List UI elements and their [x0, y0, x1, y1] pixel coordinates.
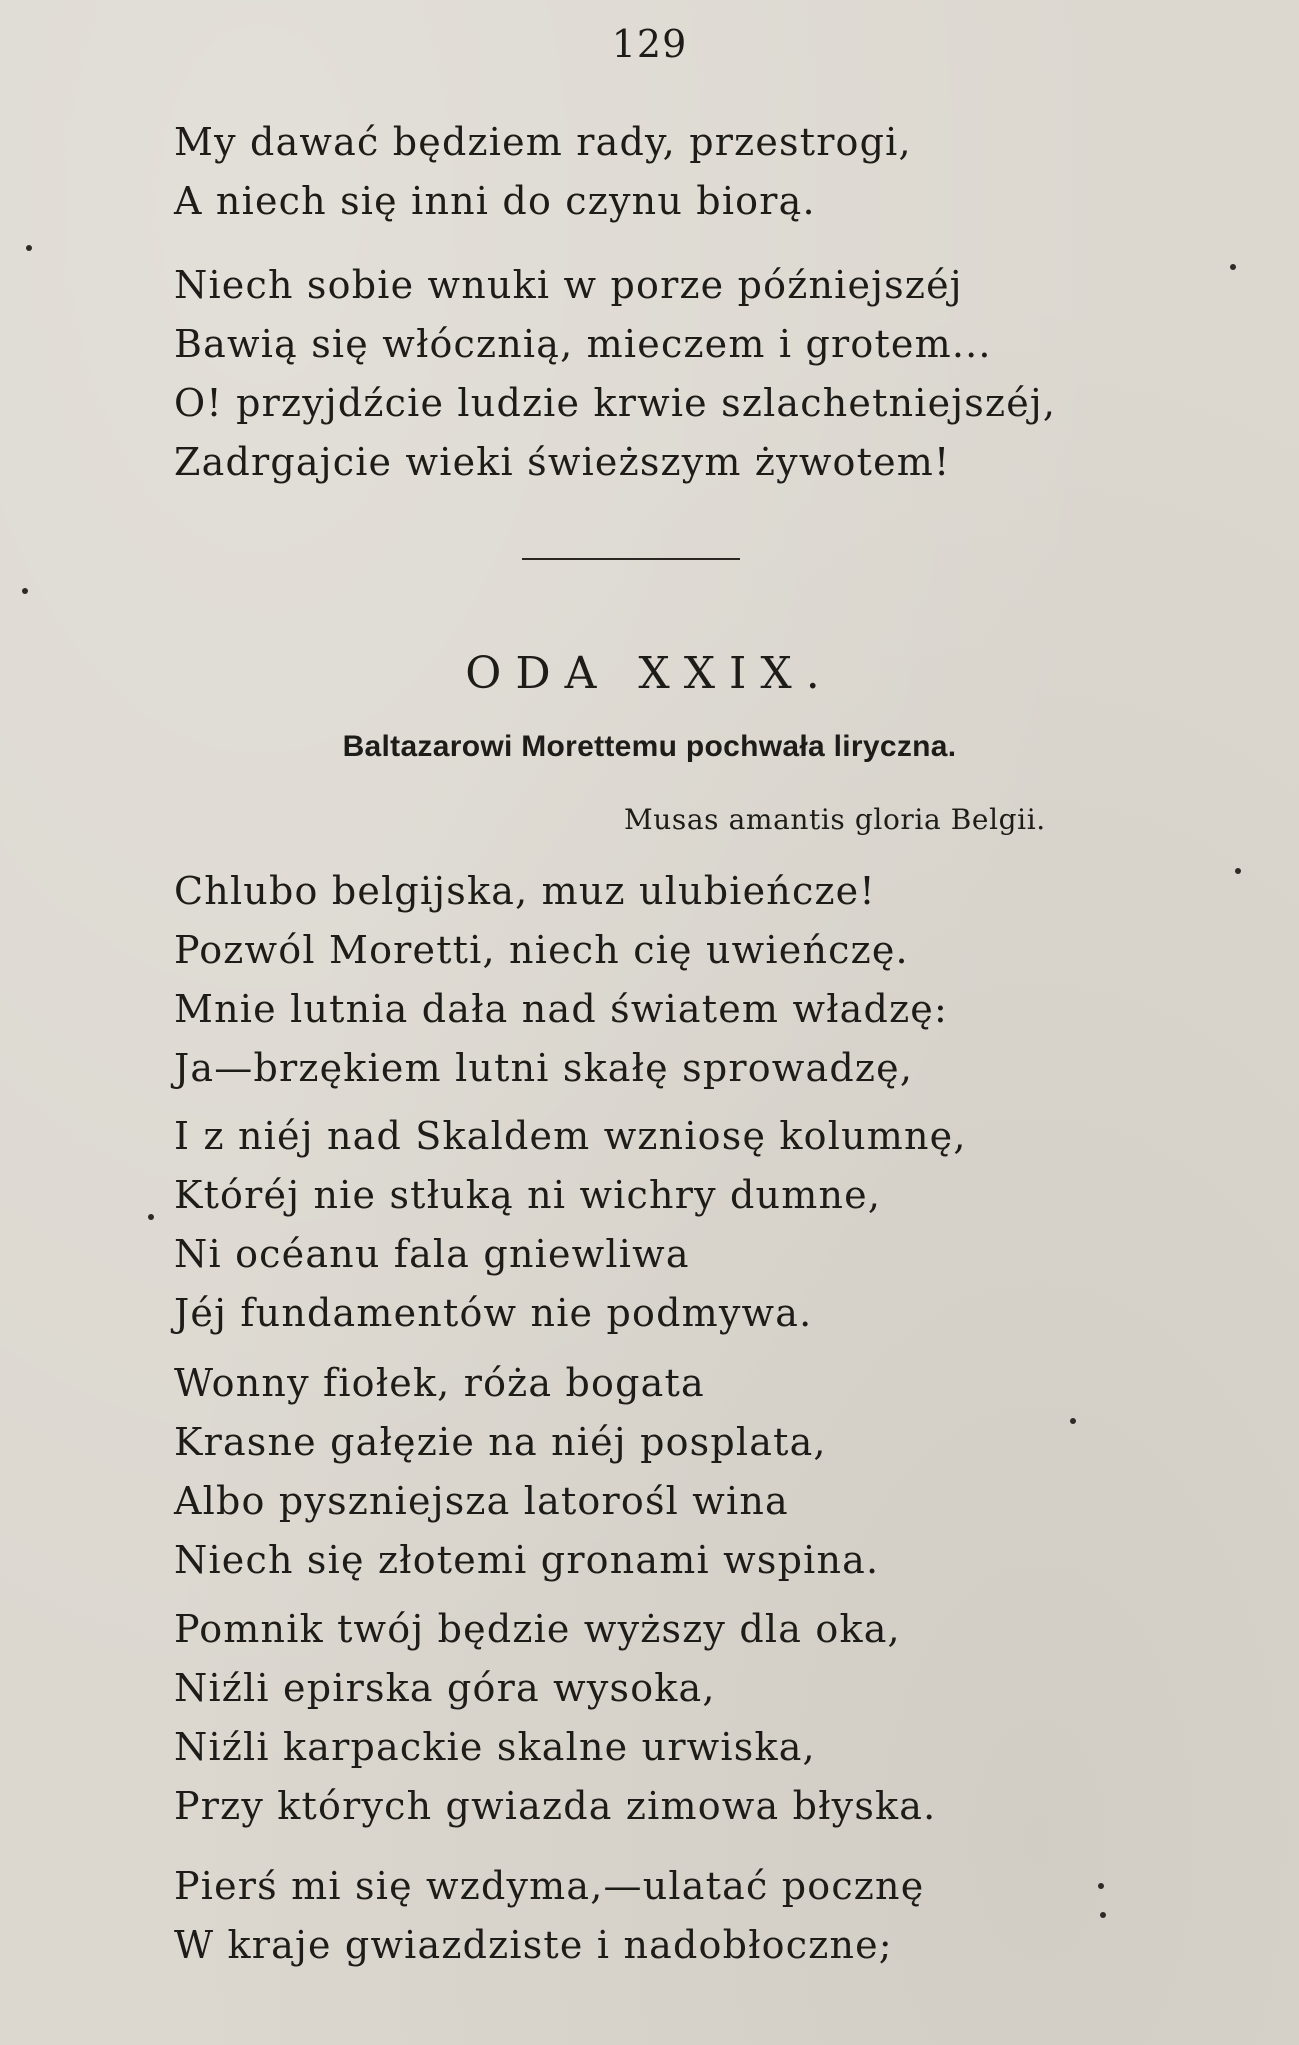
verse-line: Chlubo belgijska, muz ulubieńcze! [174, 869, 876, 913]
ode-stanza-3 [174, 1354, 879, 1590]
verse-line: Pomnik twój będzie wyższy dla oka, [174, 1607, 901, 1651]
ode-stanza-1 [174, 862, 948, 1098]
verse-line: Jéj fundamentów nie podmywa. [174, 1291, 813, 1335]
verse-line: Mnie lutnia dała nad światem władzę: [174, 987, 948, 1031]
print-speck [1235, 868, 1241, 874]
ode-stanza-5 [174, 1857, 924, 1975]
print-speck [1230, 264, 1236, 270]
section-divider [522, 558, 740, 560]
print-speck [1100, 1912, 1106, 1918]
verse-line: Niech sobie wnuki w porze późniejszéj [174, 263, 963, 307]
verse-line: My dawać będziem rady, przestrogi, [174, 120, 912, 164]
verse-line: Zadrgajcie wieki świeższym żywotem! [174, 440, 951, 484]
ode-stanza-2 [174, 1107, 967, 1343]
verse-line: Albo pyszniejsza latorośl wina [174, 1479, 789, 1523]
verse-line: O! przyjdźcie ludzie krwie szlachetniejszéj, [174, 381, 1057, 425]
ode-motto: Musas amantis gloria Belgii. [624, 803, 1046, 836]
ode-title: ODA XXIX. [465, 648, 834, 699]
ode-subtitle: Baltazarowi Morettemu pochwała liryczna. [342, 730, 957, 763]
verse-line: Wonny fiołek, róża bogata [174, 1361, 705, 1405]
verse-line: Bawią się włócznią, mieczem i grotem... [174, 322, 992, 366]
print-speck [1098, 1883, 1104, 1889]
verse-line: Pierś mi się wzdyma,—ulatać pocznę [174, 1864, 925, 1908]
page-number: 129 [611, 22, 688, 66]
verse-line: Ja—brzękiem lutni skałę sprowadzę, [174, 1046, 914, 1090]
verse-line: Krasne gałęzie na niéj posplata, [174, 1420, 827, 1464]
verse-line: Niźli karpackie skalne urwiska, [174, 1725, 816, 1769]
verse-line: Niźli epirska góra wysoka, [174, 1666, 716, 1710]
print-speck [22, 588, 28, 594]
ode-stanza-4 [174, 1600, 936, 1836]
verse-line: W kraje gwiazdziste i nadobłoczne; [174, 1923, 893, 1967]
stanza-continued-1 [174, 113, 912, 231]
stanza-continued-2 [174, 256, 1056, 492]
verse-line: Ni océanu fala gniewliwa [174, 1232, 690, 1276]
print-speck [1070, 1418, 1076, 1424]
verse-line: Pozwól Moretti, niech cię uwieńczę. [174, 928, 909, 972]
verse-line: Przy których gwiazda zimowa błyska. [174, 1784, 937, 1828]
print-speck [26, 245, 32, 251]
verse-line: Niech się złotemi gronami wspina. [174, 1538, 880, 1582]
print-speck [148, 1214, 154, 1220]
verse-line: I z niéj nad Skaldem wzniosę kolumnę, [174, 1114, 967, 1158]
verse-line: Któréj nie stłuką ni wichry dumne, [174, 1173, 882, 1217]
verse-line: A niech się inni do czynu biorą. [174, 179, 816, 223]
